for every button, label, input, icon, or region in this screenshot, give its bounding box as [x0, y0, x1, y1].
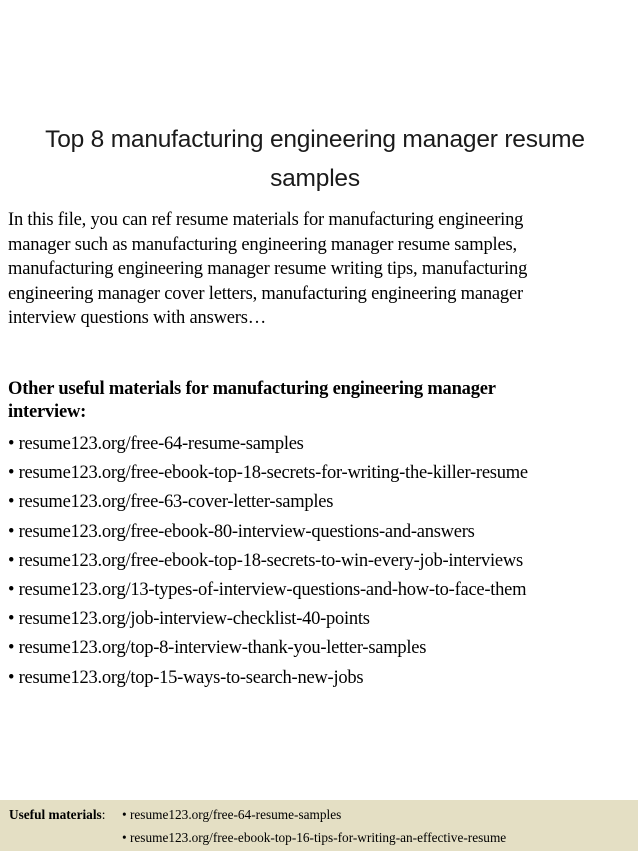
document-title [0, 120, 630, 198]
materials-heading [8, 378, 633, 424]
footer-label-text: Useful materials [9, 807, 102, 822]
footer-label-separator: : [101, 807, 106, 822]
intro-paragraph [8, 208, 633, 331]
title-line: samples [270, 165, 360, 192]
materials-link[interactable]: • resume123.org/top-8-interview-thank-you-letter-samples [8, 638, 427, 659]
materials-link[interactable]: • resume123.org/13-types-of-interview-questions-and-how-to-face-them [8, 580, 527, 601]
materials-link[interactable]: • resume123.org/job-interview-checklist-40-points [8, 609, 370, 630]
footer-link[interactable]: • resume123.org/free-ebook-top-16-tips-for-writing-an-effective-resume [122, 830, 507, 845]
materials-link[interactable]: • resume123.org/free-64-resume-samples [8, 434, 304, 454]
materials-link-list [8, 430, 528, 693]
heading-line: interview: [8, 402, 87, 422]
intro-line: engineering manager cover letters, manufacturing engineering manager [8, 283, 523, 304]
materials-link[interactable]: • resume123.org/free-ebook-top-18-secrets-for-writing-the-killer-resume [8, 463, 528, 484]
heading-line: Other useful materials for manufacturing engineering manager [8, 379, 496, 399]
materials-link[interactable]: • resume123.org/free-ebook-top-18-secrets-to-win-every-job-interviews [8, 550, 523, 571]
materials-link[interactable]: • resume123.org/top-15-ways-to-search-new-jobs [8, 667, 364, 688]
footer-link-list [122, 803, 506, 849]
title-line: Top 8 manufacturing engineering manager resume [45, 126, 585, 153]
footer-bar [0, 800, 638, 851]
materials-link[interactable]: • resume123.org/free-63-cover-letter-samples [8, 492, 334, 513]
footer-label [9, 803, 105, 826]
intro-line: interview questions with answers… [8, 308, 267, 329]
intro-line: manager such as manufacturing engineering manager resume samples, [8, 234, 517, 255]
footer-link[interactable]: • resume123.org/free-64-resume-samples [122, 807, 342, 822]
intro-line: manufacturing engineering manager resume writing tips, manufacturing [8, 259, 528, 280]
materials-link[interactable]: • resume123.org/free-ebook-80-interview-questions-and-answers [8, 521, 475, 542]
intro-line: In this file, you can ref resume materials for manufacturing engineering [8, 210, 524, 230]
